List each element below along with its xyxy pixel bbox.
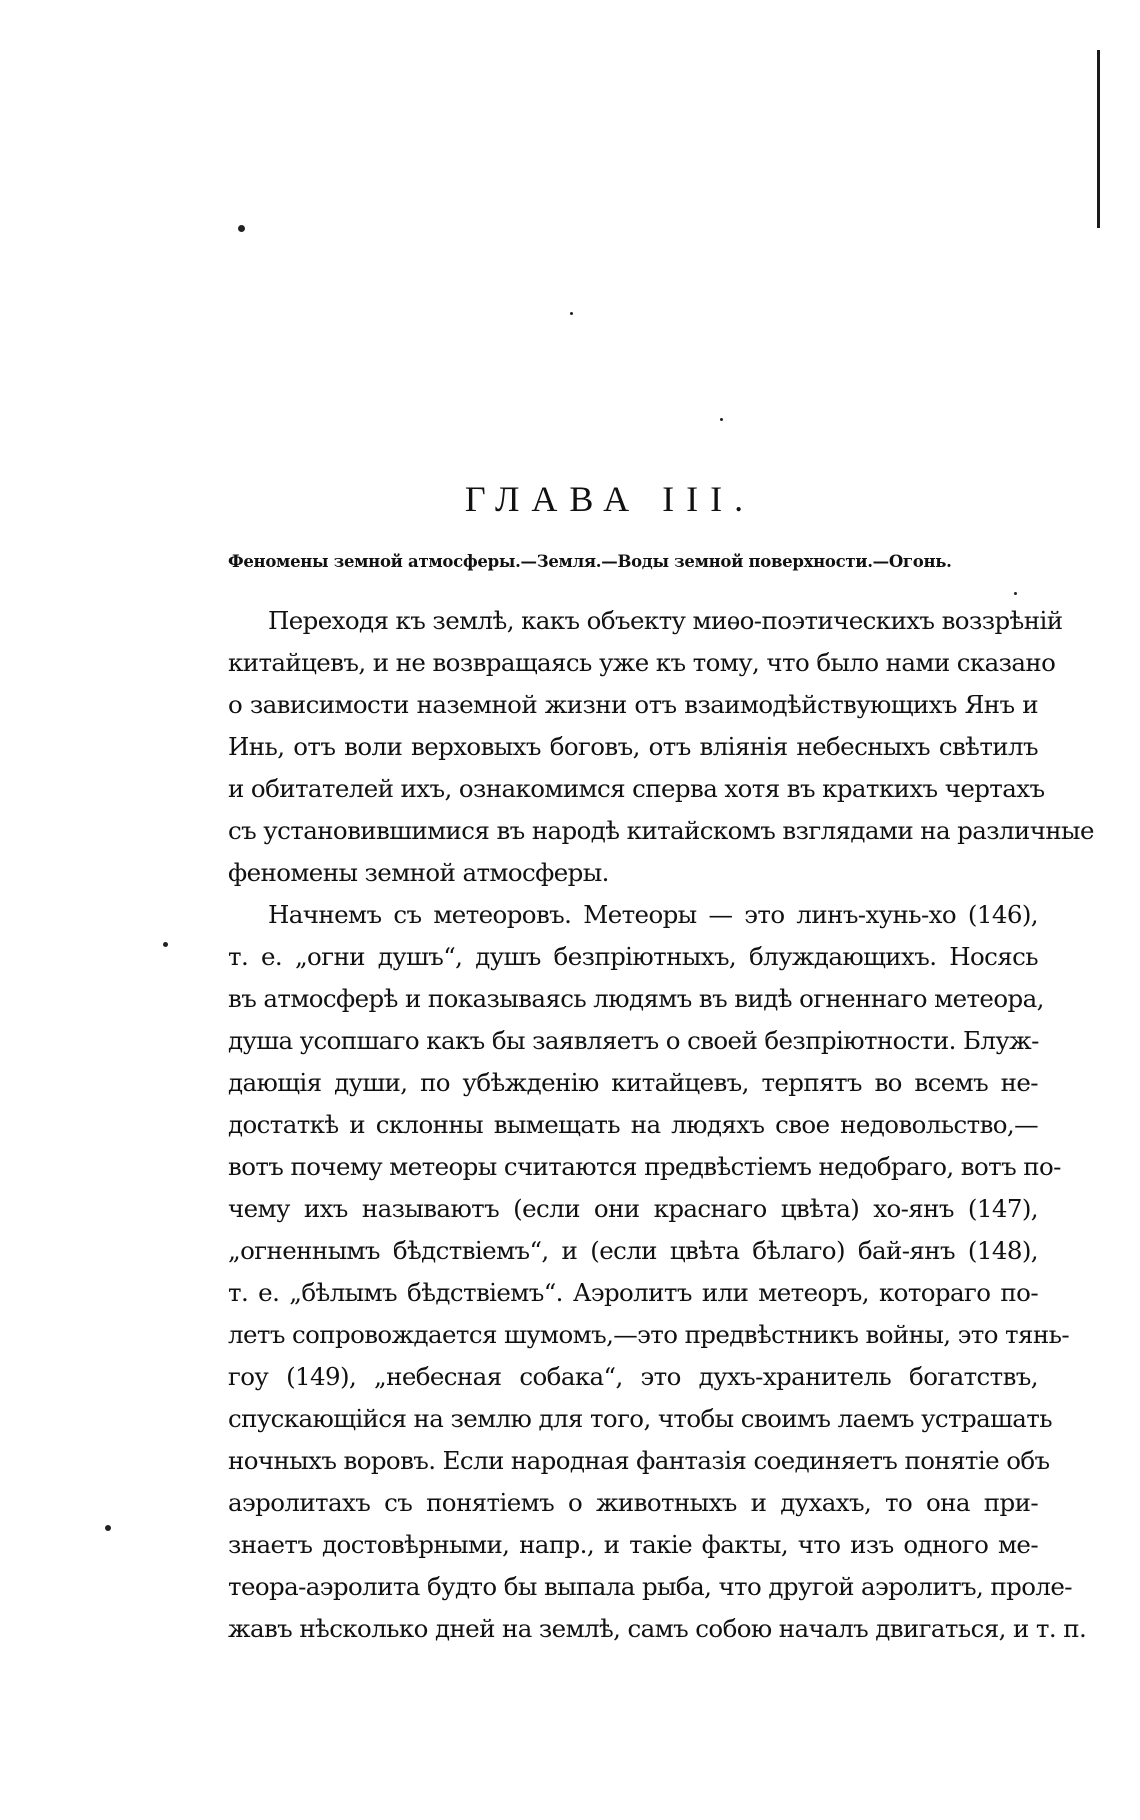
text-line: „огненнымъ бѣдствіемъ“, и (если цвѣта бѣлаго) бай-янъ (148), xyxy=(228,1236,1038,1265)
text-line: вотъ почему метеоры считаются предвѣстіемъ недобраго, вотъ по- xyxy=(228,1152,1061,1181)
text-line: феномены земной атмосферы. xyxy=(228,858,609,887)
text-line: китайцевъ, и не возвращаясь уже къ тому, что было нами сказано xyxy=(228,648,1056,677)
text-line: Инь, отъ воли верховыхъ боговъ, отъ вліянія небесныхъ свѣтилъ xyxy=(228,732,1038,761)
text-line: въ атмосферѣ и показываясь людямъ въ видѣ огненнаго метеора, xyxy=(228,984,1044,1013)
text-line: и обитателей ихъ, ознакомимся сперва хотя въ краткихъ чертахъ xyxy=(228,774,1045,803)
text-line: Начнемъ съ метеоровъ. Метеоры — это линъ-хунь-хо (146), xyxy=(268,900,1038,929)
chapter-heading: ГЛАВА III. xyxy=(464,479,756,519)
text-line: душа усопшаго какъ бы заявляетъ о своей безпріютности. Блуж- xyxy=(228,1026,1039,1055)
scan-speck xyxy=(720,418,723,421)
text-line: гоу (149), „небесная собака“, это духъ-хранитель богатствъ, xyxy=(228,1362,1038,1391)
text-line: аэролитахъ съ понятіемъ о животныхъ и духахъ, то она при- xyxy=(228,1488,1038,1517)
paragraph xyxy=(228,600,1094,894)
body-text xyxy=(228,600,1094,1650)
text-line: спускающійся на землю для того, чтобы своимъ лаемъ устрашать xyxy=(228,1404,1052,1433)
text-line: летъ сопровождается шумомъ,—это предвѣстникъ войны, это тянь- xyxy=(228,1320,1069,1349)
text-line: т. е. „огни душъ“, душъ безпріютныхъ, блуждающихъ. Носясь xyxy=(228,942,1038,971)
scan-speck xyxy=(1014,592,1017,595)
text-line: чему ихъ называютъ (если они краснаго цвѣта) хо-янъ (147), xyxy=(228,1194,1038,1223)
paragraph xyxy=(228,894,1087,1650)
text-line: дающія души, по убѣжденію китайцевъ, терпятъ во всемъ не- xyxy=(228,1068,1038,1097)
scan-speck xyxy=(238,225,245,232)
text-line: теора-аэролита будто бы выпала рыба, что другой аэролитъ, проле- xyxy=(228,1572,1072,1601)
scan-edge-mark xyxy=(1097,50,1100,228)
scan-speck xyxy=(570,312,573,315)
text-line: съ установившимися въ народѣ китайскомъ взглядами на различные xyxy=(228,816,1094,845)
text-line: знаетъ достовѣрными, напр., и такіе факты, что изъ одного ме- xyxy=(228,1530,1038,1559)
scan-speck xyxy=(105,1525,111,1531)
text-line: достаткѣ и склонны вымещать на людяхъ свое недовольство,— xyxy=(228,1110,1038,1139)
chapter-summary: Феномены земной атмосферы.—Земля.—Воды земной поверхности.—Огонь. xyxy=(228,552,952,571)
scan-speck xyxy=(163,942,168,947)
text-line: ночныхъ воровъ. Если народная фантазія соединяетъ понятіе объ xyxy=(228,1446,1050,1475)
text-line: о зависимости наземной жизни отъ взаимодѣйствующихъ Янъ и xyxy=(228,690,1038,719)
text-line: Переходя къ землѣ, какъ объекту миѳо-поэтическихъ воззрѣній xyxy=(268,606,1063,635)
text-line: т. е. „бѣлымъ бѣдствіемъ“. Аэролитъ или метеоръ, котораго по- xyxy=(228,1278,1038,1307)
text-line: жавъ нѣсколько дней на землѣ, самъ собою началъ двигаться, и т. п. xyxy=(228,1614,1087,1643)
